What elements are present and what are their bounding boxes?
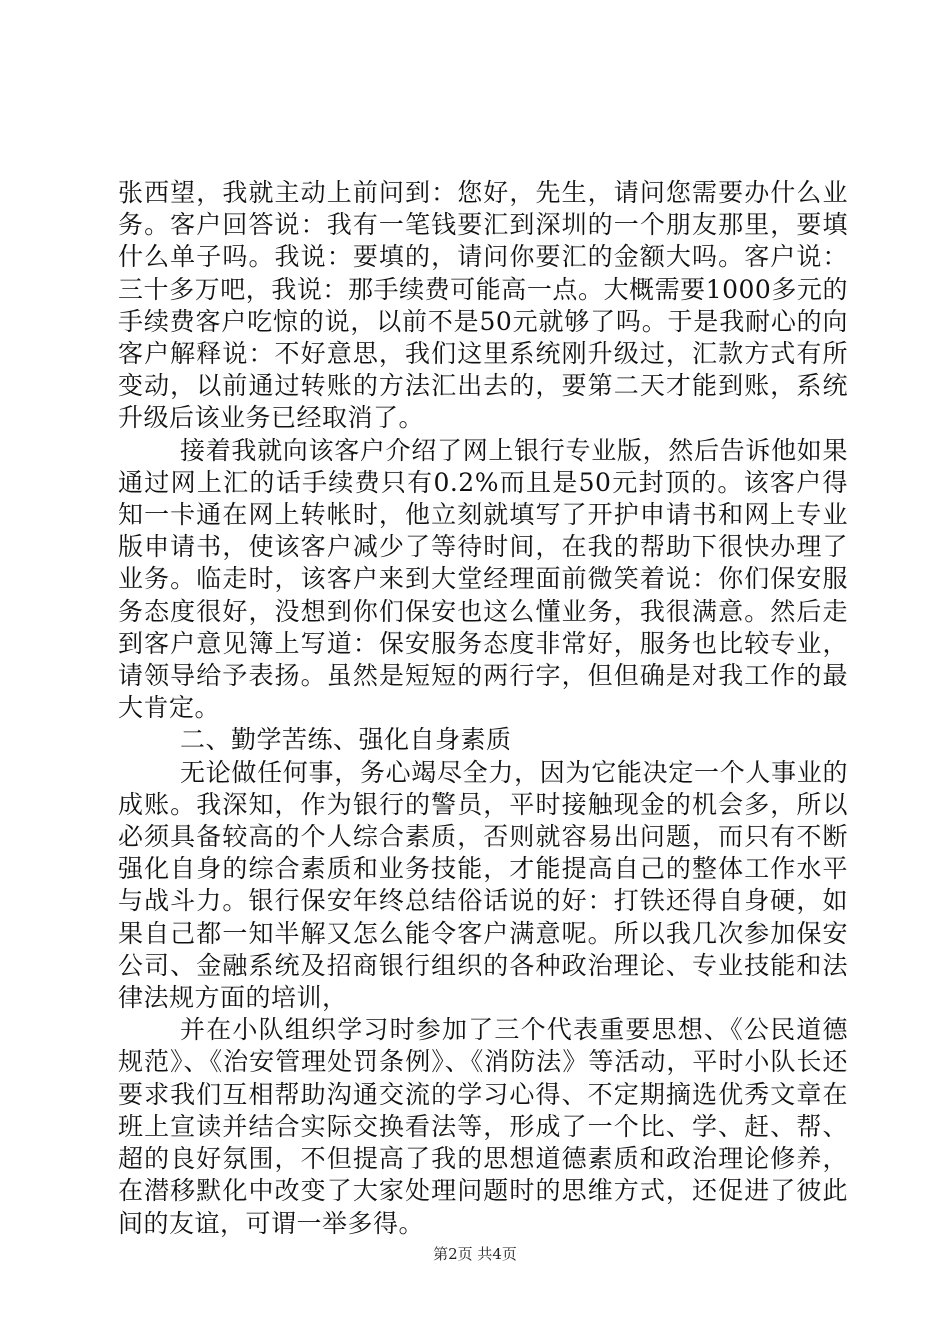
document-body [118,177,848,1240]
section-heading: 二、勤学苦练、强化自身素质 [180,725,512,755]
page-number-footer: 第2页 共4页 [433,1245,517,1263]
paragraph-1: 张西望，我就主动上前问到：您好，先生，请问您需要办什么业务。客户回答说：我有一笔钱要汇到深圳的一个朋友那里，要填什么单子吗。我说：要填的，请问你要汇的金额大吗。客户说：三十多万吧，我说：那手续费可能高一点。大概需要1000多元的手续费客户吃惊的说，以前不是50元就够了吗。于是我耐心的向客户解释说：不好意思，我们这里系统刚升级过，汇款方式有所变动，以前通过转账的方法汇出去的，要第二天才能到账，系统升级后该业务已经取消了。 [118,178,848,433]
paragraph-4: 并在小队组织学习时参加了三个代表重要思想、《公民道德规范》、《治安管理处罚条例》、《消防法》等活动，平时小队长还要求我们互相帮助沟通交流的学习心得、不定期摘选优秀文章在班上宣读并结合实际交换看法等，形成了一个比、学、赶、帮、超的良好氛围，不但提高了我的思想道德素质和政治理论修养，在潜移默化中改变了大家处理问题时的思维方式，还促进了彼此间的友谊，可谓一举多得。 [118,1015,848,1238]
paragraph-2: 接着我就向该客户介绍了网上银行专业版，然后告诉他如果通过网上汇的话手续费只有0.2%而且是50元封顶的。该客户得知一卡通在网上转帐时，他立刻就填写了开护申请书和网上专业版申请书，使该客户减少了等待时间，在我的帮助下很快办理了业务。临走时，该客户来到大堂经理面前微笑着说：你们保安服务态度很好，没想到你们保安也这么懂业务，我很满意。然后走到客户意见簿上写道：保安服务态度非常好，服务也比较专业，请领导给予表扬。虽然是短短的两行字，但但确是对我工作的最大肯定。 [118,435,848,723]
paragraph-3: 无论做任何事，务心竭尽全力，因为它能决定一个人事业的成账。我深知，作为银行的警员，平时接触现金的机会多，所以必须具备较高的个人综合素质，否则就容易出问题，而只有不断强化自身的综合素质和业务技能，才能提高自己的整体工作水平与战斗力。银行保安年终总结俗话说的好：打铁还得自身硬，如果自己都一知半解又怎么能令客户满意呢。所以我几次参加保安公司、金融系统及招商银行组织的各种政治理论、专业技能和法律法规方面的培训， [118,757,848,1013]
